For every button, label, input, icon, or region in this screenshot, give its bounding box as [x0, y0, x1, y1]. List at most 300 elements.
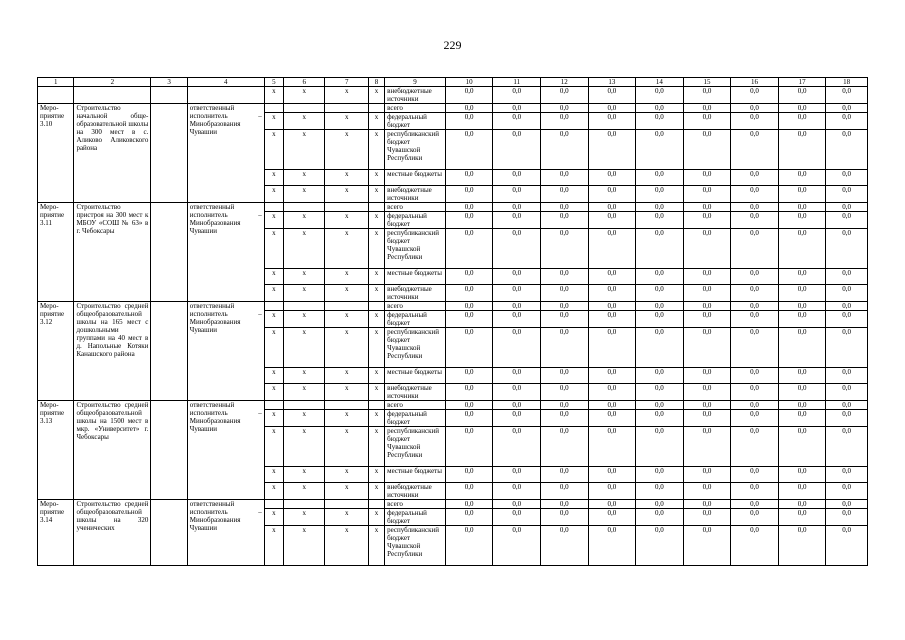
empty-cell	[325, 401, 369, 410]
value-cell: 0,0	[683, 526, 731, 566]
value-cell: 0,0	[493, 467, 541, 483]
x-mark: x	[325, 285, 369, 302]
source-cell: федеральный бюджет	[385, 311, 446, 328]
value-cell: 0,0	[731, 285, 779, 302]
value-cell: 0,0	[778, 500, 826, 509]
empty-cell	[151, 87, 187, 104]
empty-cell	[38, 87, 74, 104]
x-mark: x	[325, 410, 369, 427]
value-cell: 0,0	[636, 285, 684, 302]
value-cell: 0,0	[493, 212, 541, 229]
empty-cell	[151, 500, 187, 566]
source-cell: внебюджетные источники	[385, 87, 446, 104]
value-cell: 0,0	[588, 328, 636, 368]
value-cell: 0,0	[588, 285, 636, 302]
value-cell: 0,0	[636, 269, 684, 285]
measure-name: Строительство средней общеобразовательной школы на 1500 мест в мкр. «Университет» г. Чебоксары	[74, 401, 151, 500]
value-cell: 0,0	[588, 410, 636, 427]
value-cell: 0,0	[493, 229, 541, 269]
value-cell: 0,0	[778, 285, 826, 302]
column-header: 14	[636, 78, 684, 87]
value-cell: 0,0	[636, 526, 684, 566]
x-mark: x	[325, 130, 369, 170]
empty-cell	[368, 203, 384, 212]
column-header: 10	[445, 78, 493, 87]
value-cell: 0,0	[493, 311, 541, 328]
value-cell: 0,0	[540, 186, 588, 203]
column-header: 3	[151, 78, 187, 87]
value-cell: 0,0	[636, 311, 684, 328]
empty-cell	[368, 302, 384, 311]
value-cell: 0,0	[540, 509, 588, 526]
value-cell: 0,0	[683, 285, 731, 302]
x-mark: x	[368, 328, 384, 368]
x-mark: x	[283, 328, 325, 368]
value-cell: 0,0	[826, 384, 868, 401]
x-mark: x	[325, 212, 369, 229]
value-cell: 0,0	[778, 104, 826, 113]
empty-cell	[264, 203, 283, 212]
value-cell: 0,0	[683, 212, 731, 229]
x-mark: x	[325, 170, 369, 186]
value-cell: 0,0	[588, 104, 636, 113]
value-cell: 0,0	[588, 526, 636, 566]
table-row	[38, 500, 868, 509]
x-mark: x	[283, 384, 325, 401]
empty-cell	[325, 203, 369, 212]
x-mark: x	[325, 186, 369, 203]
value-cell: 0,0	[683, 104, 731, 113]
value-cell: 0,0	[540, 212, 588, 229]
value-cell: 0,0	[731, 302, 779, 311]
x-mark: x	[325, 509, 369, 526]
column-header: 11	[493, 78, 541, 87]
value-cell: 0,0	[588, 401, 636, 410]
empty-cell	[283, 401, 325, 410]
value-cell: 0,0	[826, 311, 868, 328]
value-cell: 0,0	[826, 302, 868, 311]
value-cell: 0,0	[540, 328, 588, 368]
source-cell: республиканский бюджет Чувашской Республики	[385, 130, 446, 170]
x-mark: x	[283, 368, 325, 384]
source-cell: федеральный бюджет	[385, 509, 446, 526]
value-cell: 0,0	[493, 509, 541, 526]
value-cell: 0,0	[540, 302, 588, 311]
value-cell: 0,0	[636, 500, 684, 509]
table-row	[38, 401, 868, 410]
source-cell: республиканский бюджет Чувашской Республики	[385, 229, 446, 269]
value-cell: 0,0	[731, 500, 779, 509]
value-cell: 0,0	[826, 427, 868, 467]
x-mark: x	[368, 427, 384, 467]
value-cell: 0,0	[683, 130, 731, 170]
source-cell: внебюджетные источники	[385, 285, 446, 302]
measure-id: Мероприятие 3.14	[38, 500, 74, 566]
source-cell: местные бюджеты	[385, 368, 446, 384]
value-cell: 0,0	[540, 384, 588, 401]
value-cell: 0,0	[540, 203, 588, 212]
value-cell: 0,0	[493, 410, 541, 427]
value-cell: 0,0	[540, 87, 588, 104]
x-mark: x	[325, 311, 369, 328]
value-cell: 0,0	[493, 203, 541, 212]
value-cell: 0,0	[731, 229, 779, 269]
value-cell: 0,0	[445, 229, 493, 269]
value-cell: 0,0	[778, 311, 826, 328]
column-header: 16	[731, 78, 779, 87]
value-cell: 0,0	[493, 302, 541, 311]
value-cell: 0,0	[445, 113, 493, 130]
x-mark: x	[325, 229, 369, 269]
source-cell: местные бюджеты	[385, 467, 446, 483]
value-cell: 0,0	[445, 170, 493, 186]
x-mark: x	[283, 170, 325, 186]
value-cell: 0,0	[540, 269, 588, 285]
value-cell: 0,0	[588, 509, 636, 526]
value-cell: 0,0	[826, 130, 868, 170]
value-cell: 0,0	[445, 285, 493, 302]
budget-table	[37, 77, 868, 566]
value-cell: 0,0	[731, 410, 779, 427]
value-cell: 0,0	[493, 87, 541, 104]
x-mark: x	[325, 87, 369, 104]
value-cell: 0,0	[540, 427, 588, 467]
value-cell: 0,0	[683, 229, 731, 269]
x-mark: x	[283, 285, 325, 302]
value-cell: 0,0	[731, 526, 779, 566]
value-cell: 0,0	[540, 401, 588, 410]
value-cell: 0,0	[588, 467, 636, 483]
value-cell: 0,0	[636, 467, 684, 483]
measure-id: Мероприятие 3.10	[38, 104, 74, 203]
x-mark: x	[368, 526, 384, 566]
value-cell: 0,0	[588, 203, 636, 212]
value-cell: 0,0	[826, 410, 868, 427]
x-mark: x	[264, 483, 283, 500]
value-cell: 0,0	[493, 427, 541, 467]
value-cell: 0,0	[731, 130, 779, 170]
source-cell: федеральный бюджет	[385, 113, 446, 130]
value-cell: 0,0	[636, 229, 684, 269]
value-cell: 0,0	[826, 203, 868, 212]
empty-cell	[151, 104, 187, 203]
value-cell: 0,0	[731, 328, 779, 368]
column-header: 7	[325, 78, 369, 87]
executor: ответственный исполнитель – Минобразования Чувашии	[187, 500, 264, 566]
value-cell: 0,0	[683, 328, 731, 368]
x-mark: x	[283, 467, 325, 483]
x-mark: x	[368, 212, 384, 229]
x-mark: x	[325, 467, 369, 483]
value-cell: 0,0	[540, 311, 588, 328]
value-cell: 0,0	[493, 186, 541, 203]
value-cell: 0,0	[826, 186, 868, 203]
value-cell: 0,0	[778, 87, 826, 104]
value-cell: 0,0	[636, 302, 684, 311]
value-cell: 0,0	[778, 113, 826, 130]
value-cell: 0,0	[636, 410, 684, 427]
value-cell: 0,0	[683, 302, 731, 311]
value-cell: 0,0	[826, 483, 868, 500]
value-cell: 0,0	[493, 500, 541, 509]
x-mark: x	[368, 87, 384, 104]
value-cell: 0,0	[636, 509, 684, 526]
value-cell: 0,0	[636, 87, 684, 104]
value-cell: 0,0	[445, 311, 493, 328]
value-cell: 0,0	[636, 130, 684, 170]
x-mark: x	[264, 368, 283, 384]
value-cell: 0,0	[826, 401, 868, 410]
value-cell: 0,0	[778, 368, 826, 384]
table-row	[38, 87, 868, 104]
value-cell: 0,0	[636, 483, 684, 500]
x-mark: x	[368, 186, 384, 203]
value-cell: 0,0	[636, 203, 684, 212]
value-cell: 0,0	[731, 170, 779, 186]
value-cell: 0,0	[683, 87, 731, 104]
value-cell: 0,0	[588, 186, 636, 203]
value-cell: 0,0	[826, 229, 868, 269]
value-cell: 0,0	[731, 509, 779, 526]
value-cell: 0,0	[445, 467, 493, 483]
value-cell: 0,0	[588, 269, 636, 285]
x-mark: x	[368, 410, 384, 427]
value-cell: 0,0	[493, 368, 541, 384]
value-cell: 0,0	[493, 328, 541, 368]
value-cell: 0,0	[445, 130, 493, 170]
x-mark: x	[283, 229, 325, 269]
value-cell: 0,0	[636, 104, 684, 113]
x-mark: x	[325, 526, 369, 566]
value-cell: 0,0	[826, 500, 868, 509]
column-header: 13	[588, 78, 636, 87]
executor: ответственный исполнитель – Минобразования Чувашии	[187, 302, 264, 401]
value-cell: 0,0	[540, 229, 588, 269]
x-mark: x	[368, 285, 384, 302]
value-cell: 0,0	[445, 410, 493, 427]
value-cell: 0,0	[540, 113, 588, 130]
x-mark: x	[368, 130, 384, 170]
x-mark: x	[283, 483, 325, 500]
x-mark: x	[368, 311, 384, 328]
value-cell: 0,0	[588, 87, 636, 104]
value-cell: 0,0	[731, 384, 779, 401]
value-cell: 0,0	[683, 384, 731, 401]
empty-cell	[187, 87, 264, 104]
value-cell: 0,0	[683, 467, 731, 483]
value-cell: 0,0	[778, 509, 826, 526]
source-cell: всего	[385, 302, 446, 311]
x-mark: x	[283, 269, 325, 285]
x-mark: x	[283, 130, 325, 170]
x-mark: x	[368, 269, 384, 285]
value-cell: 0,0	[445, 104, 493, 113]
x-mark: x	[264, 328, 283, 368]
value-cell: 0,0	[778, 212, 826, 229]
value-cell: 0,0	[778, 410, 826, 427]
value-cell: 0,0	[683, 500, 731, 509]
x-mark: x	[368, 368, 384, 384]
value-cell: 0,0	[493, 269, 541, 285]
value-cell: 0,0	[731, 113, 779, 130]
empty-cell	[283, 302, 325, 311]
value-cell: 0,0	[540, 285, 588, 302]
source-cell: всего	[385, 401, 446, 410]
measure-id: Мероприятие 3.11	[38, 203, 74, 302]
value-cell: 0,0	[636, 384, 684, 401]
value-cell: 0,0	[493, 113, 541, 130]
empty-cell	[368, 401, 384, 410]
value-cell: 0,0	[683, 410, 731, 427]
value-cell: 0,0	[778, 203, 826, 212]
value-cell: 0,0	[588, 311, 636, 328]
x-mark: x	[283, 526, 325, 566]
x-mark: x	[283, 427, 325, 467]
value-cell: 0,0	[445, 302, 493, 311]
column-header: 8	[368, 78, 384, 87]
value-cell: 0,0	[540, 500, 588, 509]
table-row	[38, 203, 868, 212]
x-mark: x	[264, 427, 283, 467]
value-cell: 0,0	[731, 311, 779, 328]
measure-name: Строительство пристроя на 300 мест к МБОУ «СОШ № 63» в г. Чебоксары	[74, 203, 151, 302]
source-cell: федеральный бюджет	[385, 410, 446, 427]
value-cell: 0,0	[588, 500, 636, 509]
value-cell: 0,0	[778, 186, 826, 203]
value-cell: 0,0	[683, 483, 731, 500]
value-cell: 0,0	[636, 212, 684, 229]
empty-cell	[151, 203, 187, 302]
value-cell: 0,0	[683, 368, 731, 384]
measure-name: Строительство начальной общеобразовательной школы на 300 мест в с. Аликово Аликовского района	[74, 104, 151, 203]
x-mark: x	[283, 410, 325, 427]
value-cell: 0,0	[588, 229, 636, 269]
source-cell: местные бюджеты	[385, 269, 446, 285]
table-row	[38, 302, 868, 311]
value-cell: 0,0	[778, 130, 826, 170]
value-cell: 0,0	[588, 427, 636, 467]
column-header: 4	[187, 78, 264, 87]
value-cell: 0,0	[540, 410, 588, 427]
table-row	[38, 104, 868, 113]
x-mark: x	[368, 509, 384, 526]
empty-cell	[264, 401, 283, 410]
page-number: 229	[443, 38, 462, 52]
x-mark: x	[368, 113, 384, 130]
value-cell: 0,0	[731, 368, 779, 384]
x-mark: x	[325, 483, 369, 500]
value-cell: 0,0	[683, 170, 731, 186]
value-cell: 0,0	[540, 170, 588, 186]
source-cell: всего	[385, 203, 446, 212]
value-cell: 0,0	[683, 509, 731, 526]
x-mark: x	[325, 368, 369, 384]
empty-cell	[264, 302, 283, 311]
value-cell: 0,0	[540, 104, 588, 113]
value-cell: 0,0	[778, 526, 826, 566]
x-mark: x	[264, 467, 283, 483]
x-mark: x	[264, 186, 283, 203]
value-cell: 0,0	[445, 87, 493, 104]
value-cell: 0,0	[826, 368, 868, 384]
value-cell: 0,0	[826, 328, 868, 368]
value-cell: 0,0	[493, 384, 541, 401]
value-cell: 0,0	[778, 384, 826, 401]
column-header: 2	[74, 78, 151, 87]
value-cell: 0,0	[683, 427, 731, 467]
value-cell: 0,0	[731, 467, 779, 483]
empty-cell	[368, 500, 384, 509]
empty-cell	[325, 104, 369, 113]
source-cell: республиканский бюджет Чувашской Республики	[385, 526, 446, 566]
value-cell: 0,0	[636, 113, 684, 130]
value-cell: 0,0	[731, 186, 779, 203]
value-cell: 0,0	[445, 500, 493, 509]
column-header: 17	[778, 78, 826, 87]
column-header: 1	[38, 78, 74, 87]
x-mark: x	[264, 170, 283, 186]
column-header: 5	[264, 78, 283, 87]
empty-cell	[368, 104, 384, 113]
x-mark: x	[368, 229, 384, 269]
column-header: 9	[385, 78, 446, 87]
value-cell: 0,0	[636, 368, 684, 384]
value-cell: 0,0	[683, 203, 731, 212]
column-header: 12	[540, 78, 588, 87]
value-cell: 0,0	[826, 467, 868, 483]
value-cell: 0,0	[826, 113, 868, 130]
x-mark: x	[325, 328, 369, 368]
empty-cell	[264, 500, 283, 509]
value-cell: 0,0	[588, 302, 636, 311]
x-mark: x	[264, 410, 283, 427]
source-cell: всего	[385, 500, 446, 509]
value-cell: 0,0	[683, 186, 731, 203]
x-mark: x	[264, 509, 283, 526]
column-header: 18	[826, 78, 868, 87]
empty-cell	[264, 104, 283, 113]
source-cell: внебюджетные источники	[385, 483, 446, 500]
value-cell: 0,0	[683, 269, 731, 285]
value-cell: 0,0	[540, 368, 588, 384]
x-mark: x	[368, 170, 384, 186]
x-mark: x	[264, 212, 283, 229]
value-cell: 0,0	[636, 328, 684, 368]
value-cell: 0,0	[493, 130, 541, 170]
x-mark: x	[283, 212, 325, 229]
value-cell: 0,0	[445, 483, 493, 500]
value-cell: 0,0	[826, 87, 868, 104]
value-cell: 0,0	[731, 203, 779, 212]
value-cell: 0,0	[588, 368, 636, 384]
measure-name: Строительство средней общеобразовательной школы на 165 мест с дошкольными группами на 40 мест в д. Напольные Котяки Канашского района	[74, 302, 151, 401]
value-cell: 0,0	[826, 526, 868, 566]
x-mark: x	[264, 285, 283, 302]
value-cell: 0,0	[731, 401, 779, 410]
executor: ответственный исполнитель – Минобразования Чувашии	[187, 401, 264, 500]
column-header: 6	[283, 78, 325, 87]
value-cell: 0,0	[731, 87, 779, 104]
x-mark: x	[283, 186, 325, 203]
x-mark: x	[264, 113, 283, 130]
value-cell: 0,0	[493, 104, 541, 113]
value-cell: 0,0	[826, 212, 868, 229]
x-mark: x	[264, 229, 283, 269]
measure-id: Мероприятие 3.12	[38, 302, 74, 401]
value-cell: 0,0	[445, 186, 493, 203]
x-mark: x	[264, 384, 283, 401]
empty-cell	[151, 302, 187, 401]
